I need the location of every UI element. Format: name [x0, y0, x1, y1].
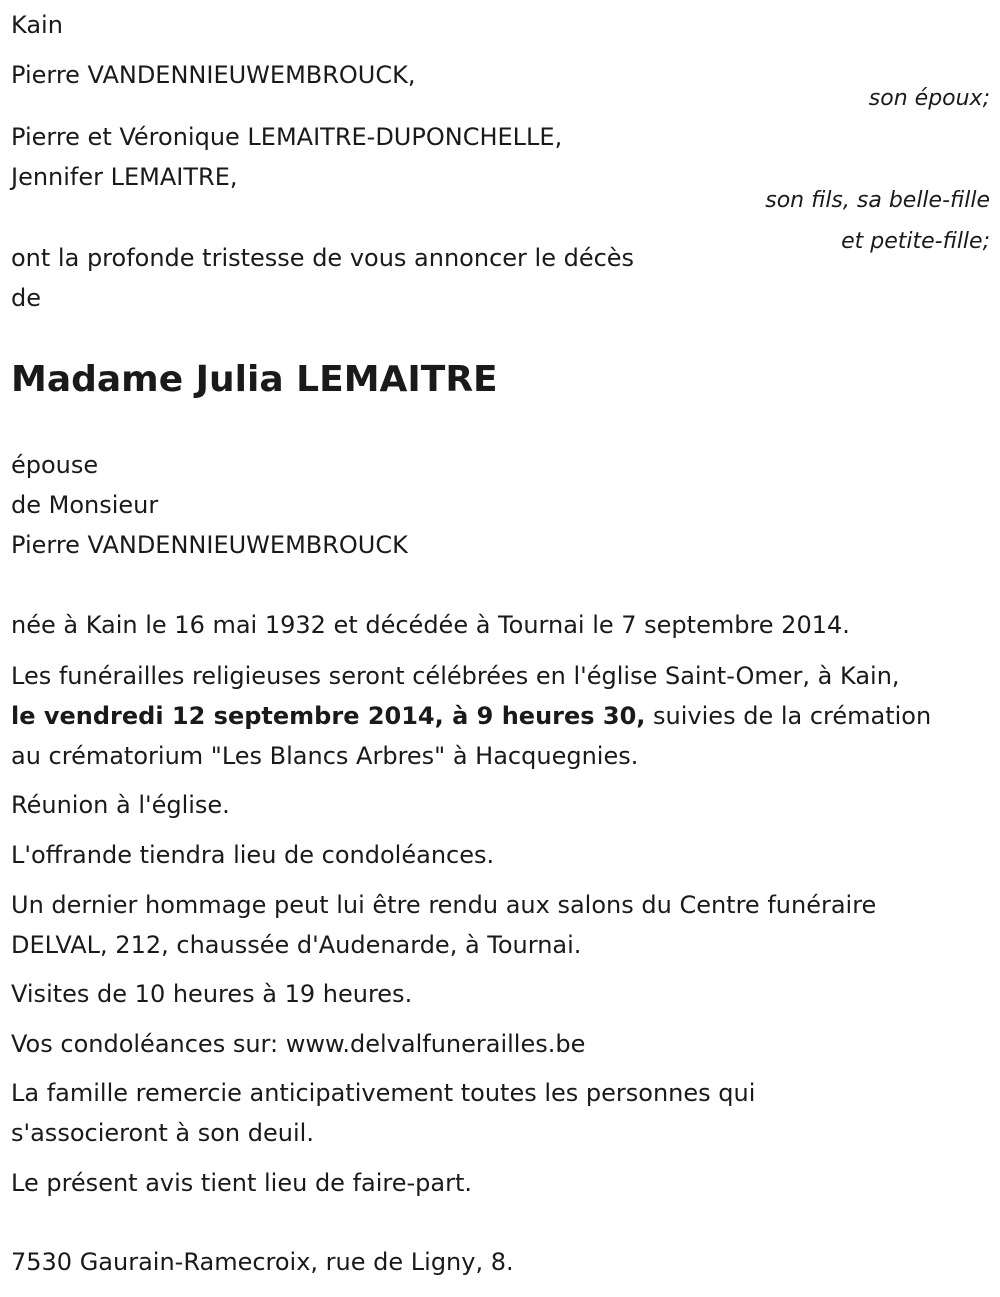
offrande-note: L'offrande tiendra lieu de condoléances.	[11, 841, 495, 869]
family-address: 7530 Gaurain-Ramecroix, rue de Ligny, 8.	[11, 1248, 514, 1276]
granddaughter-name: Jennifer LEMAITRE,	[11, 163, 238, 191]
hommage-line2: DELVAL, 212, chaussée d'Audenarde, à Tournai.	[11, 931, 582, 959]
spouse-name: Pierre VANDENNIEUWEMBROUCK,	[11, 61, 416, 89]
hommage-line1: Un dernier hommage peut lui être rendu aux salons du Centre funéraire	[11, 891, 877, 919]
announcement-line2: de	[11, 284, 41, 312]
reunion-note: Réunion à l'église.	[11, 791, 230, 819]
epoux-line3: Pierre VANDENNIEUWEMBROUCK	[11, 531, 408, 559]
city-heading: Kain	[11, 11, 63, 39]
announcement-line1: ont la profonde tristesse de vous annoncer le décès	[11, 244, 635, 272]
ceremony-line1: Les funérailles religieuses seront célébrées en l'église Saint-Omer, à Kain,	[11, 662, 900, 690]
faire-part-note: Le présent avis tient lieu de faire-part.	[11, 1169, 473, 1197]
son-couple-name: Pierre et Véronique LEMAITRE-DUPONCHELLE,	[11, 123, 563, 151]
ceremony-datetime: le vendredi 12 septembre 2014, à 9 heures 30,	[11, 702, 646, 730]
condoleances-note: Vos condoléances sur: www.delvalfunerailles.be	[11, 1030, 586, 1058]
spouse-relation: son époux;	[868, 86, 990, 111]
son-relation-line1: son fils, sa belle-fille	[765, 188, 990, 213]
visites-note: Visites de 10 heures à 19 heures.	[11, 980, 413, 1008]
birth-death-dates: née à Kain le 16 mai 1932 et décédée à Tournai le 7 septembre 2014.	[11, 611, 850, 639]
deceased-name: Madame Julia LEMAITRE	[11, 359, 498, 400]
ceremony-line3: au crématorium "Les Blancs Arbres" à Hacquegnies.	[11, 742, 639, 770]
son-relation-line2: et petite-fille;	[841, 229, 990, 254]
ceremony-line2	[11, 696, 931, 736]
remerciement-line1: La famille remercie anticipativement toutes les personnes qui	[11, 1079, 756, 1107]
ceremony-line2-rest: suivies de la crémation	[645, 702, 932, 730]
epoux-line2: de Monsieur	[11, 491, 159, 519]
remerciement-line2: s'associeront à son deuil.	[11, 1119, 314, 1147]
epoux-line1: épouse	[11, 451, 99, 479]
